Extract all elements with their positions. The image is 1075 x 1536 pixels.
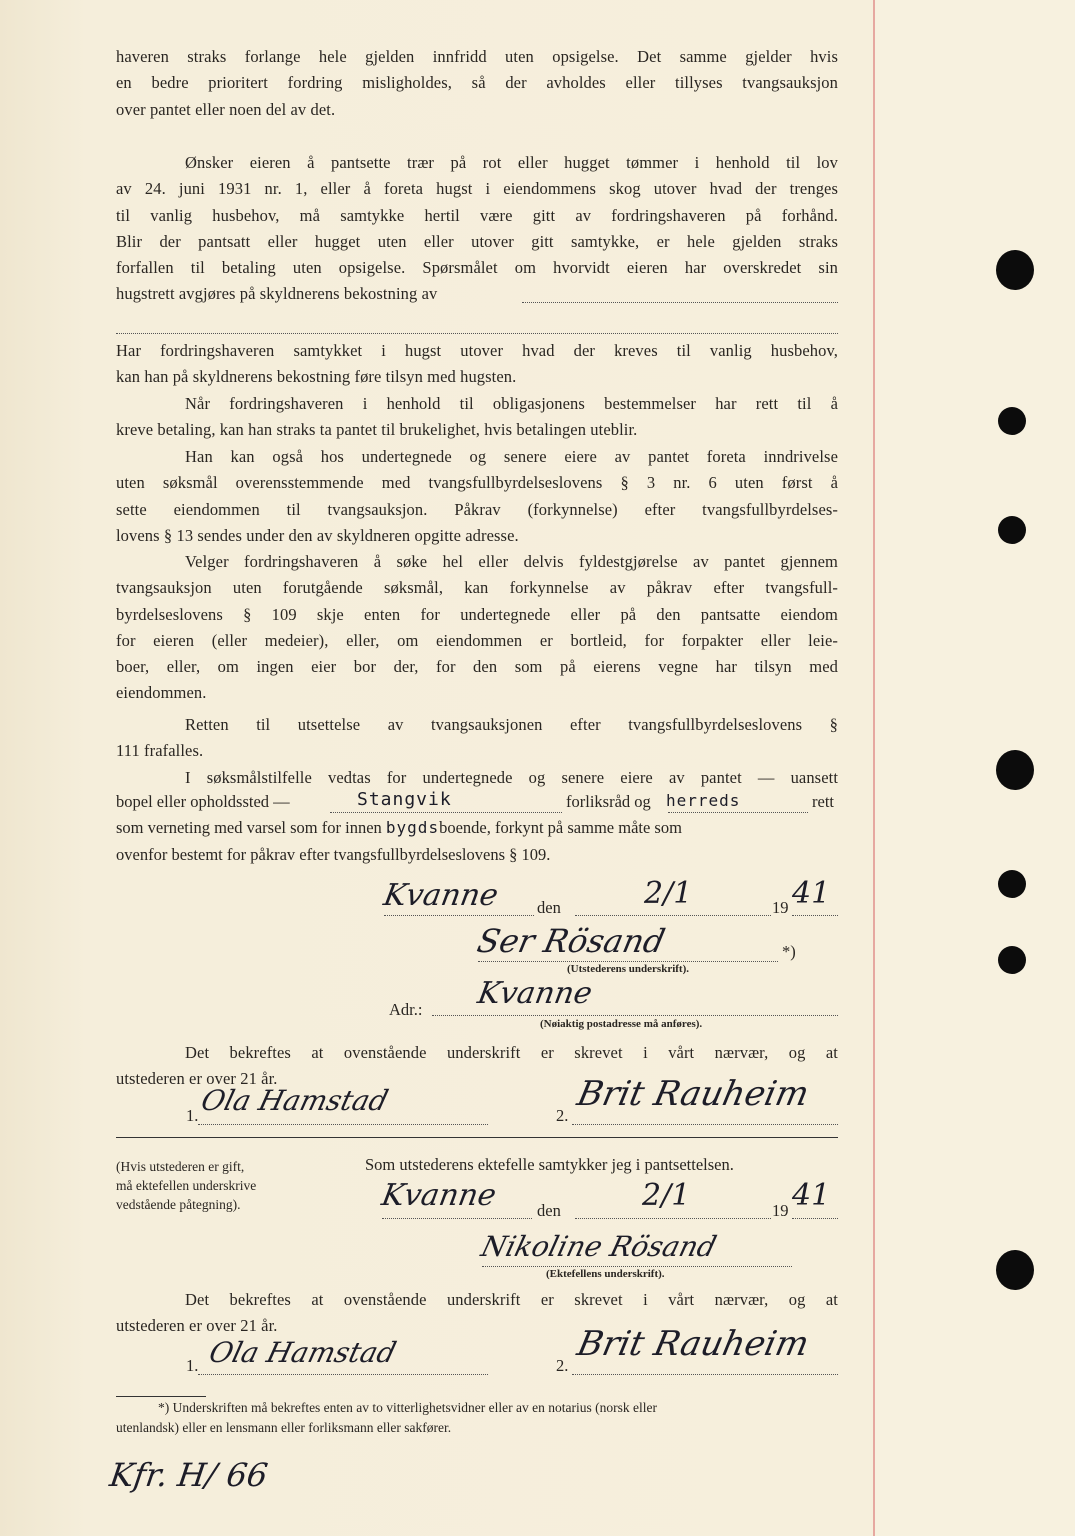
text-segment: Som utstederens ektefelle samtykker jeg i pantsettelsen.	[365, 1155, 734, 1174]
handwritten-year: 41	[792, 1178, 831, 1213]
punch-hole	[998, 407, 1026, 435]
footnote	[116, 1398, 838, 1438]
caption: (Utstederens underskrift).	[567, 963, 690, 975]
typed-court: herreds	[666, 791, 741, 810]
text-segment: 2.	[556, 1356, 569, 1375]
handwritten-signature: Ola Hamstad	[197, 1084, 392, 1117]
handwritten-year: 41	[792, 876, 831, 911]
handwritten-signature: Brit Rauheim	[573, 1324, 813, 1364]
text-segment: bopel eller opholdssted —	[116, 792, 290, 811]
footnote-rule	[116, 1396, 206, 1397]
text-line: til vanlig husbehov, må samtykke hertil være gitt av fordringshaveren på forhånd.	[116, 205, 838, 225]
text-line: boer, eller, om ingen eier bor der, for den som på eierens vegne har tilsyn med	[116, 657, 838, 677]
text-segment: ovenfor bestemt for påkrav efter tvangsfullbyrdelseslovens § 109.	[116, 845, 551, 864]
fill-line	[432, 1015, 838, 1016]
punch-hole	[998, 870, 1026, 898]
signature-caption-1	[567, 963, 689, 975]
witness-number-2	[556, 1106, 568, 1126]
margin-note	[107, 1456, 270, 1494]
fill-line	[792, 915, 838, 916]
margin-rule	[873, 0, 875, 1536]
text-line: kreve betaling, kan han straks ta pantet til brukelighet, hvis betalingen uteblir.	[116, 420, 638, 440]
text-segment: 1.	[186, 1106, 199, 1125]
text-line: lovens § 13 sendes under den av skyldneren opgitte adresse.	[116, 525, 519, 545]
text-segment: Adr.:	[389, 1000, 423, 1019]
fill-line	[522, 302, 838, 303]
fill-line	[575, 1218, 771, 1219]
text-line: Han kan også hos undertegnede og senere eiere av pantet foreta inndrivelse	[185, 447, 838, 466]
text-segment: rett	[812, 792, 834, 811]
fill-line	[572, 1124, 838, 1125]
venue-mid	[566, 792, 651, 812]
issuer-signature	[474, 922, 668, 960]
text-line: Velger fordringshaveren å søke hel eller delvis fyldestgjørelse av pantet gjennem	[185, 552, 838, 571]
date-place-2	[379, 1178, 499, 1213]
address-caption	[540, 1018, 702, 1030]
handwritten-date: 2/1	[642, 1178, 691, 1213]
fill-line	[572, 1374, 838, 1375]
date-value-1	[644, 876, 692, 911]
fill-line	[384, 915, 534, 916]
text-line: en bedre prioritert fordring misligholdes, så der avholdes eller tillyses tvangsauksjon	[116, 73, 838, 93]
section-divider	[116, 1137, 838, 1138]
fill-line	[478, 961, 778, 962]
text-line: Har fordringshaveren samtykket i hugst utover hvad der kreves til vanlig husbehov,	[116, 341, 838, 360]
handwritten-date: 2/1	[644, 876, 693, 911]
caption: (Nøiaktig postadresse må anføres).	[540, 1018, 703, 1030]
text-line: Blir der pantsatt eller hugget uten eller utover gitt samtykke, er hele gjelden straks	[116, 231, 838, 251]
text-segment: 19	[772, 898, 789, 917]
witness-signature-2	[574, 1074, 813, 1114]
address-value	[475, 976, 595, 1011]
handwritten-place: Stangvik	[357, 789, 452, 810]
text-line: Det bekreftes at ovenstående underskrift er skrevet i vårt nærvær, og at	[185, 1043, 838, 1062]
witness-number-1	[186, 1106, 198, 1126]
text-line: haveren straks forlange hele gjelden innfridd uten opsigelse. Det samme gjelder hvis	[116, 47, 838, 66]
handwritten-place: Kvanne	[378, 1178, 499, 1213]
text-line: over pantet eller noen del av det.	[116, 99, 336, 119]
venue-line-4	[116, 845, 550, 865]
spouse-note	[116, 1157, 256, 1214]
text-segment: den	[537, 898, 561, 917]
date-den-1	[537, 898, 561, 918]
handwritten-signature: Brit Rauheim	[573, 1074, 813, 1114]
paragraph-supervision	[116, 338, 838, 391]
text-segment: *)	[782, 942, 796, 961]
fill-line	[198, 1374, 488, 1375]
text-line: tvangsauksjon uten forutgående søksmål, kan forkynnelse av påkrav efter tvangsfull-	[116, 578, 838, 598]
text-line: kan han på skyldnerens bekostning føre tilsyn med hugsten.	[116, 367, 517, 387]
fill-line	[482, 1266, 792, 1267]
signature-caption-2	[546, 1268, 665, 1280]
text-line: Når fordringshaveren i henhold til obligasjonens bestemmelser har rett til å	[185, 394, 838, 413]
fill-line	[116, 333, 838, 334]
text-line: hugstrett avgjøres på skyldnerens bekostning av	[116, 284, 438, 304]
handwritten-signature: Ser Rösand	[473, 922, 669, 960]
punch-hole	[998, 946, 1026, 974]
handwritten-note: Kfr. H/ 66	[107, 1456, 271, 1494]
witness-signature-4	[574, 1324, 813, 1364]
text-line: sette eiendommen til tvangsauksjon. Påkrav (forkynnelse) efter tvangsfullbyrdelses-	[116, 499, 838, 519]
caption: (Ektefellens underskrift).	[546, 1268, 665, 1280]
fill-line	[792, 1218, 838, 1219]
spouse-consent	[365, 1155, 734, 1175]
venue-line-2	[116, 792, 290, 812]
text-line: for eieren (eller medeier), eller, om eiendommen er bortleid, for forpakter eller leie-	[116, 630, 838, 650]
text-segment: som verneting med varsel som for innen	[116, 818, 382, 837]
fill-line	[198, 1124, 488, 1125]
text-line: forfallen til betaling uten opsigelse. Spørsmålet om hvorvidt eieren har overskredet sin	[116, 258, 838, 278]
venue-end	[812, 792, 834, 812]
paragraph-auction	[116, 549, 838, 707]
text-line: Det bekreftes at ovenstående underskrift er skrevet i vårt nærvær, og at	[185, 1290, 838, 1309]
date-den-2	[537, 1201, 561, 1221]
text-line: (Hvis utstederen er gift,	[116, 1159, 245, 1174]
text-segment: 1.	[186, 1356, 199, 1375]
date-year-1	[792, 876, 830, 911]
venue-line-3	[116, 818, 838, 838]
text-line: eiendommen.	[116, 683, 207, 703]
paragraph-venue	[116, 765, 838, 791]
handwritten-signature: Ola Hamstad	[205, 1336, 400, 1369]
fill-line	[382, 1218, 532, 1219]
witness-signature-1	[198, 1084, 392, 1117]
punch-hole	[998, 516, 1026, 544]
handwritten-signature: Nikoline Rösand	[477, 1230, 720, 1263]
punch-hole	[996, 250, 1034, 290]
date-place-1	[381, 878, 501, 913]
witness-signature-3	[206, 1336, 400, 1369]
text-line: må ektefellen underskrive	[116, 1178, 257, 1193]
text-line: byrdelseslovens § 109 skje enten for undertegnede eller på den pantsatte eiendom	[116, 604, 838, 624]
text-segment: den	[537, 1201, 561, 1220]
venue-court	[666, 791, 740, 810]
paragraph-enforcement	[116, 444, 838, 549]
text-line: utstederen er over 21 år.	[116, 1069, 278, 1089]
spouse-signature	[478, 1230, 720, 1263]
text-segment: boende, forkynt på samme måte som	[439, 818, 682, 837]
text-line: av 24. juni 1931 nr. 1, eller å foreta hugst i eiendommens skog utover hvad der trenges	[116, 179, 838, 199]
text-line: vedstående påtegning).	[116, 1197, 241, 1212]
text-line: utenlandsk) eller en lensmann eller forliksmann eller sakfører.	[116, 1420, 452, 1435]
paragraph-payment	[116, 391, 838, 444]
fill-line	[668, 812, 808, 813]
paragraph-timber	[116, 150, 838, 308]
signature-marker	[782, 942, 796, 962]
right-margin	[875, 0, 1075, 1536]
text-line: I søksmålstilfelle vedtas for undertegnede og senere eiere av pantet — uansett	[185, 768, 838, 787]
handwritten-place: Kvanne	[380, 878, 501, 913]
date-year-prefix-2	[772, 1201, 789, 1221]
paragraph-default	[116, 44, 838, 123]
date-year-2	[792, 1178, 830, 1213]
fill-line	[575, 915, 771, 916]
text-segment: 19	[772, 1201, 789, 1220]
punch-hole	[996, 1250, 1034, 1290]
witness-number-4	[556, 1356, 568, 1376]
text-line: Retten til utsettelse av tvangsauksjonen efter tvangsfullbyrdelseslovens §	[185, 715, 838, 734]
text-segment: 2.	[556, 1106, 569, 1125]
paragraph-postponement	[116, 712, 838, 765]
date-value-2	[642, 1178, 690, 1213]
text-segment: forliksråd og	[566, 792, 651, 811]
punch-hole	[996, 750, 1034, 790]
witness-number-3	[186, 1356, 198, 1376]
text-line: uten søksmål overensstemmende med tvangsfullbyrdelseslovens § 3 nr. 6 uten først å	[116, 473, 838, 493]
date-year-prefix-1	[772, 898, 789, 918]
handwritten-address: Kvanne	[474, 976, 595, 1011]
venue-place	[357, 789, 452, 810]
typed-local: bygds	[385, 818, 440, 837]
fill-line	[330, 812, 562, 813]
text-line: Ønsker eieren å pantsette trær på rot eller hugget tømmer i henhold til lov	[185, 153, 838, 172]
text-line: 111 frafalles.	[116, 741, 204, 761]
address-label	[389, 1000, 422, 1020]
text-line: *) Underskriften må bekreftes enten av to vitterlighetsvidner eller av en notarius (norsk eller	[158, 1400, 657, 1415]
text-line: utstederen er over 21 år.	[116, 1316, 278, 1336]
